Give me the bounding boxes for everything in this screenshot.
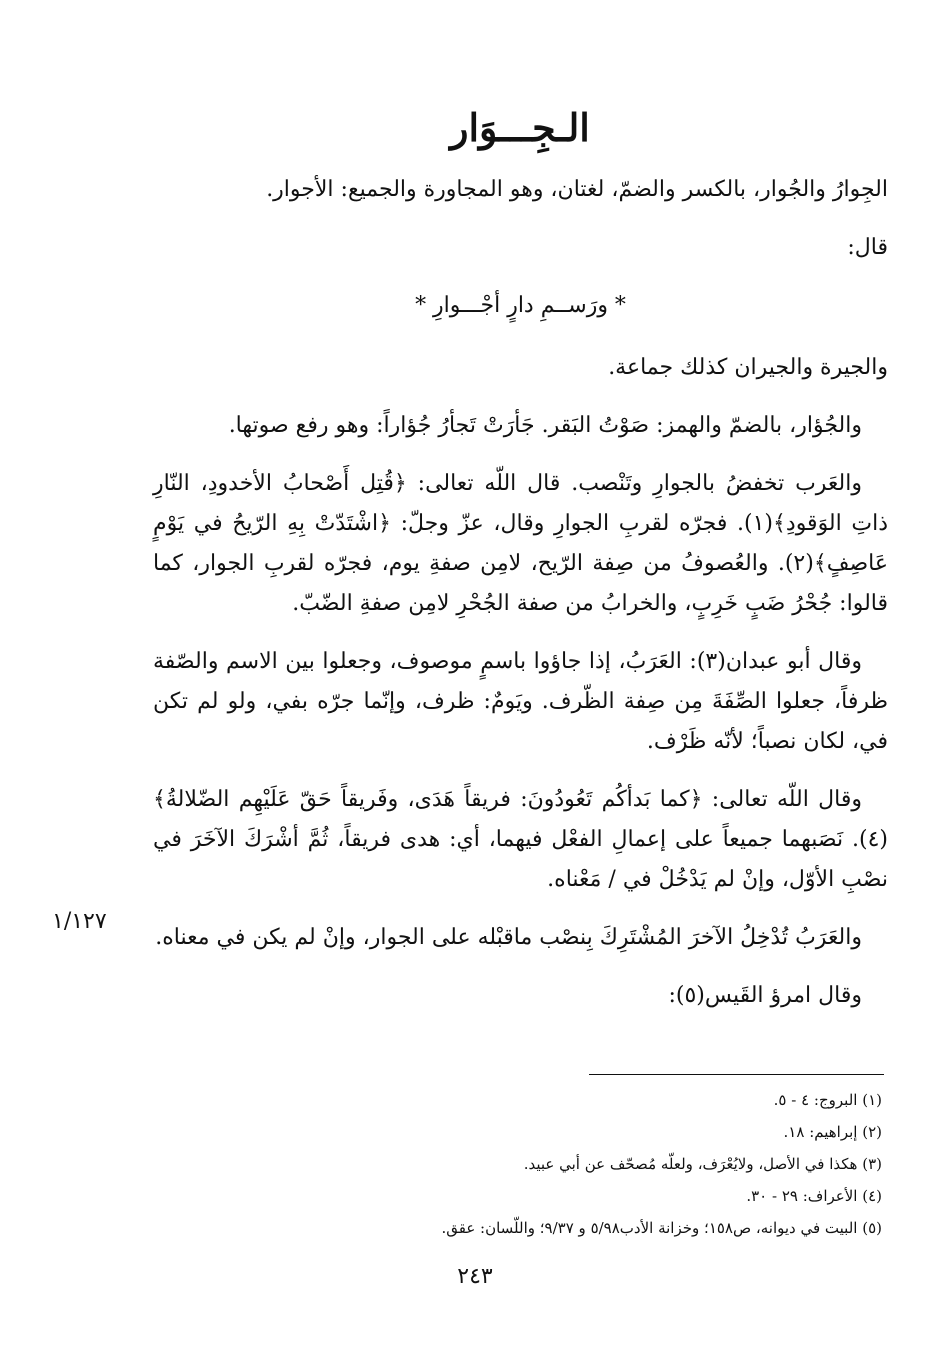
main-text [153, 170, 888, 1034]
paragraph-definition: الجِوارُ والجُوار، بالكسر والضمّ، لغتان، وهو المجاورة والجميع: الأجوار. [266, 177, 888, 202]
paragraph-jira: والجيرة والجيران كذلك جماعة. [608, 355, 888, 380]
footnote-5: (٥) البيت في ديوانه، ص١٥٨؛ وخزانة الأدب٥/٩٨ و ٩/٣٧؛ واللّسان: عقق. [441, 1219, 882, 1237]
paragraph-arab-khafd-rest: (١). فجرّه لقربِ الجوارِ وقال، عزّ وجلّ: ﴿اشْتَدّتْ بِهِ الرّيحُ في يَوْمٍ عَاصِفٍ﴾(٢). والعُصوفُ من صِفة الرّيح، لامِن صفةِ يوم، فجرّه لقربِ الجوار، كما قالوا: جُحْرُ ضَبٍ خَرِبٍ، والخرابُ من صفة الجُحْرِ لامِن صفةِ الضّبّ. [153, 511, 888, 616]
paragraph-mushtarik: والعَرَبُ تُدْخِلُ الآخرَ المُشْتَرِكَ بِنصْب ماقبْله على الجوار، وإنْ لم يكن في معناه. [155, 925, 862, 950]
paragraph-arab-khafd [153, 464, 888, 624]
paragraph-abu-abdan-start: وقال أبو عبدان [725, 649, 862, 674]
paragraph-araf [153, 780, 888, 900]
paragraph-juar: والجُؤار، بالضمّ والهمز: صَوْتُ البَقر. جَأرَتْ تَجأرُ جُؤاراً: وهو رفع صوتها. [228, 413, 862, 438]
paragraph-imru-alqays [153, 976, 888, 1016]
paragraph-arab-khafd-start: والعَرب تخفضُ بالجوارِ وتَنْصب. قال اللّه تعالى: ﴿قُتِل أَصْحابُ الأخدودِ، النّارِ ذاتِ الوَقودِ﴾ [153, 471, 888, 536]
page-title: الـجِـــوَار [450, 105, 590, 150]
footnote-4: (٤) الأعراف: ٢٩ - ٣٠. [746, 1187, 882, 1205]
footnote-2: (٢) إبراهيم: ١٨. [783, 1123, 882, 1141]
paragraph-araf-start: وقال اللّه تعالى: ﴿كما بَدأكُم تَعُودُونَ: فريقاً هَدَى، وفَريقاً حَقّ عَلَيْهِم الضّلالةُ﴾ [153, 787, 862, 812]
page-number: ٢٤٣ [457, 1264, 493, 1289]
paragraph-imru-alqays-rest: (٥): [668, 983, 705, 1008]
margin-folio-reference: ١/١٢٧ [52, 909, 107, 934]
footnote-1: (١) البروج: ٤ - ٥. [773, 1091, 882, 1109]
paragraph-abu-abdan [153, 642, 888, 762]
footnote-divider [589, 1074, 884, 1075]
paragraph-abu-abdan-rest: (٣): العَرَبُ، إذا جاؤوا باسمٍ موصوف، وجعلوا بين الاسم والصّفة ظرفاً، جعلوا الصِّفَةَ مِن صِفة الظّرف. ويَومٌ: ظرف، وإنّما جرّه بفي، ولو لم تكن في، لكان نصباً؛ لأنّه ظَرْف. [153, 649, 888, 754]
paragraph-imru-alqays-start: وقال امرؤ القَيس [704, 983, 862, 1008]
verse-line: * ورَســمِ دارٍ أجْـــوارِ * [415, 293, 626, 318]
footnote-3: (٣) هكذا في الأصل، ولايُعْرَف، ولعلّه مُصحّف عن أبي عبيد. [523, 1155, 882, 1173]
paragraph-qala: قال: [847, 235, 888, 260]
paragraph-araf-rest: (٤). نَصَبهما جميعاً على إعمالِ الفعْل فيهما، أي: هدى فريقاً، ثُمَّ أشْرَكَ الآخَرَ في نصْبِ الأوّل، وإنْ لم يَدْخُلْ في / مَعْناه. [153, 827, 889, 892]
footnotes [122, 1084, 882, 1244]
